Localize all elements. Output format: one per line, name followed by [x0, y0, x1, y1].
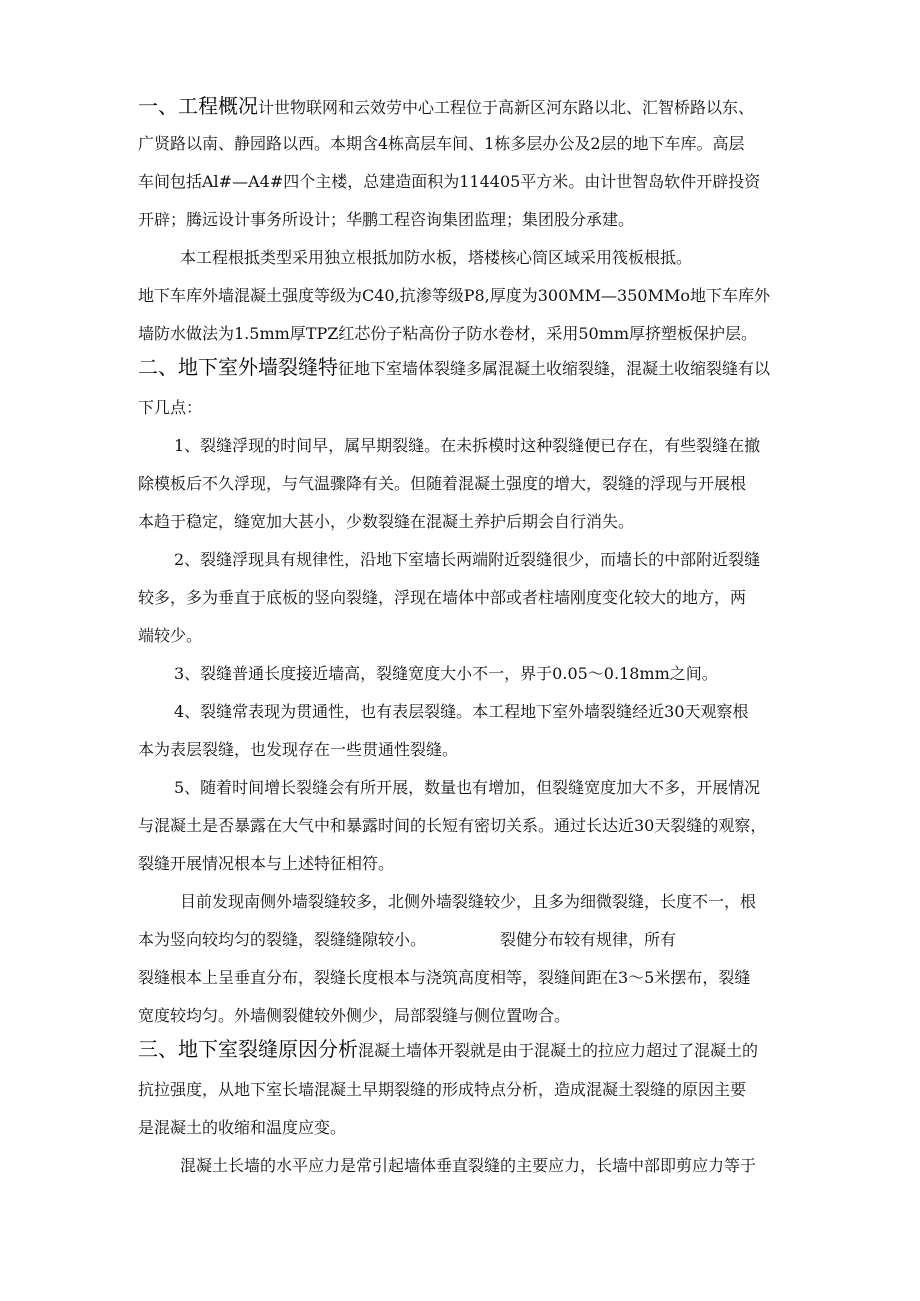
- section-2-text-19: 宽度较均匀。外墙侧裂健较外侧少，局部裂缝与侧位置吻合。: [138, 1006, 571, 1025]
- section-2-text-15: 目前发现南侧外墙裂缝较多，北侧外墙裂缝较少，且多为细微裂缝，长度不一，根: [180, 892, 757, 911]
- section-1-text-2: 广贤路以南、静园路以西。本期含4栋高层车间、1栋多层办公及2层的地下车库。高层: [138, 134, 745, 153]
- section-3-heading: 三、地下室裂缝原因分析: [138, 1037, 358, 1061]
- section-2-text-18: 裂缝根本上呈垂直分布，裂缝长度根本与浇筑高度相等，裂缝间距在3～5米摆布，裂缝: [138, 968, 751, 987]
- section-3-line-1: [138, 1038, 758, 1062]
- section-2-text-4: 除模板后不久浮现，与气温骤降有关。但随着混凝土强度的增大，裂缝的浮现与开展根: [138, 474, 747, 493]
- section-2-text-8: 端较少。: [138, 626, 203, 645]
- section-2-text-13: 与混凝土是否暴露在大气中和暴露时间的长短有密切关系。通过长达近30天裂缝的观察，: [138, 816, 767, 835]
- section-2-text-9: 3、裂缝普通长度接近墙高，裂缝宽度大小不一，界于0.05～0.18mm之间。: [174, 664, 718, 683]
- section-2-heading: 二、地下室外墙裂缝特: [138, 355, 338, 379]
- section-2-text-6: 2、裂缝浮现具有规律性，沿地下室墙长两端附近裂缝很少，而墙长的中部附近裂缝: [174, 550, 761, 569]
- section-2-text-7: 较多，多为垂直于底板的竖向裂缝，浮现在墙体中部或者柱墙刚度变化较大的地方，两: [138, 588, 747, 607]
- section-2-line-16: [138, 929, 676, 951]
- section-2-text-1: 征地下室墙体裂缝多属混凝土收缩裂缝，混凝土收缩裂缝有以: [338, 359, 771, 378]
- section-1-heading: 一、工程概况: [138, 94, 258, 118]
- section-2-text-16: 本为竖向较均匀的裂缝，裂缝缝隙较小。: [138, 930, 427, 949]
- section-2-text-17: 裂健分布较有规律，所有: [500, 930, 677, 949]
- section-2-text-11: 本为表层裂缝，也发现存在一些贯通性裂缝。: [138, 740, 459, 759]
- section-1-text-1: 计世物联网和云效劳中心工程位于高新区河东路以北、汇智桥路以东、: [258, 98, 755, 117]
- section-2-text-12: 5、随着时间增长裂缝会有所开展，数量也有增加，但裂缝宽度加大不多，开展情况: [174, 778, 761, 797]
- section-3-text-1: 混凝土墙体开裂就是由于混凝土的拉应力超过了混凝土的: [358, 1041, 759, 1060]
- section-2-text-5: 本趋于稳定，缝宽加大甚小，少数裂缝在混凝土养护后期会自行消失。: [138, 512, 635, 531]
- section-2-text-10: 4、裂缝常表现为贯通性，也有表层裂缝。本工程地下室外墙裂缝经近30天观察根: [174, 702, 749, 721]
- section-1-text-4: 开辟；腾远设计事务所设计；华鹏工程咨询集团监理；集团股分承建。: [138, 210, 635, 229]
- section-3-text-2: 抗拉强度，从地下室长墙混凝土早期裂缝的形成特点分析，造成混凝土裂缝的原因主要: [138, 1080, 747, 1099]
- section-1-text-7: 墙防水做法为1.5mm厚TPZ红芯份子粘高份子防水卷材，采用50mm厚挤塑板保护层。: [138, 324, 758, 343]
- section-2-line-1: [138, 356, 770, 380]
- section-1-text-3: 车间包括Al#—A4#四个主楼，总建造面积为114405平方米。由计世智岛软件开辟投资: [138, 172, 761, 191]
- section-2-text-2: 下几点：: [138, 398, 203, 417]
- section-1-text-5: 本工程根抵类型采用独立根抵加防水板，塔楼核心筒区域采用筏板根抵。: [180, 248, 693, 267]
- section-1-text-6: 地下车库外墙混凝土强度等级为C40,抗渗等级P8,厚度为300MM—350MMo地下车库外: [138, 286, 770, 305]
- section-2-text-14: 裂缝开展情况根本与上述特征相符。: [138, 854, 395, 873]
- section-1-line-1: [138, 95, 754, 119]
- section-3-text-3: 是混凝土的收缩和温度应变。: [138, 1118, 347, 1137]
- section-3-text-4: 混凝土长墙的水平应力是常引起墙体垂直裂缝的主要应力，长墙中部即剪应力等于: [180, 1156, 757, 1175]
- section-2-text-3: 1、裂缝浮现的时间早，属早期裂缝。在未拆模时这种裂缝便已存在，有些裂缝在撤: [174, 436, 761, 455]
